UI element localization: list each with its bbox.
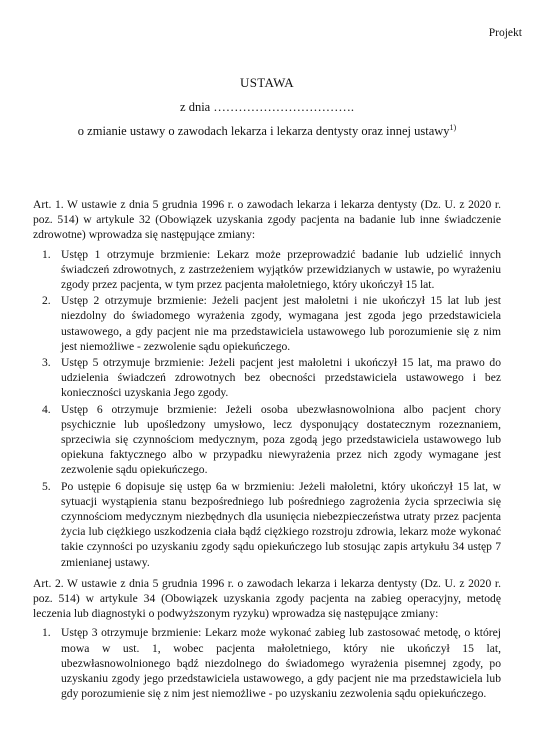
list-item-text: Ustęp 5 otrzymuje brzmienie: Jeżeli pacjent jest małoletni i ukończył 15 lat, ma prawo do udzielenia świadczeń zdrowotnych bez obecności przedstawiciela ustawowego i bez konieczności uzyskania Jego zgody.	[61, 356, 501, 400]
article-1-list	[33, 247, 501, 570]
article-2-list	[33, 625, 501, 701]
list-item	[42, 625, 501, 701]
list-item-number: 3.	[42, 356, 51, 370]
act-subtitle	[33, 124, 501, 139]
list-item	[42, 479, 501, 570]
act-title: USTAWA	[240, 75, 294, 90]
list-item-text: Ustęp 2 otrzymuje brzmienie: Jeżeli pacjent jest małoletni i nie ukończył 15 lat lub jest niezdolny do świadomego wyrażenia zgody, wymagana jest zgoda jego przedstawiciela ustawowego, a gdy pacjent nie ma przedstawiciela ustawowego lub porozumienie się z nim jest niemożliwe - zezwolenie sądu opiekuńczego.	[61, 294, 501, 353]
article-2-intro: Art. 2. W ustawie z dnia 5 grudnia 1996 r. o zawodach lekarza i lekarza dentysty (Dz. U. z 2020 r. poz. 514) w artykule 34 (Obowiązek uzyskania zgody pacjenta na zabieg operacyjny, metodę leczenia lub diagnostyki o podwyższonym ryzyku) wprowadza się następujące zmiany:	[33, 576, 501, 621]
list-item-text: Ustęp 1 otrzymuje brzmienie: Lekarz może przeprowadzić badanie lub udzielić innych świadczeń zdrowotnych, z zastrzeżeniem wyjątków przewidzianych w ustawie, po wyrażeniu zgody przez pacjenta, w tym przez pacjenta małoletniego, który ukończył 15 lat.	[61, 247, 501, 292]
list-item-text: Po ustępie 6 dopisuje się ustęp 6a w brzmieniu: Jeżeli małoletni, który ukończył 15 lat, w sytuacji wystąpienia stanu bezpośredniego lub pośredniego zagrożenia życia sprzeciwia się czynnościom medycznym niezbędnych dla usunięcia niebezpieczeństwa utraty przez pacjenta życia lub ciężkiego uszkodzenia ciała bądź ciężkiego rozstroju zdrowia, lekarz może wykonać takie czynności po uzyskaniu zgody sądu opiekuńczego lub stosując zapis artykułu 34 ustęp 7 zmienianej ustawy.	[61, 479, 501, 569]
article-1-intro: Art. 1. W ustawie z dnia 5 grudnia 1996 r. o zawodach lekarza i lekarza dentysty (Dz. U. z 2020 r. poz. 514) w artykule 32 (Obowiązek uzyskania zgody pacjenta na badanie lub inne świadczenie zdrowotne) wprowadza się następujące zmiany:	[33, 198, 501, 242]
footnote-marker: 1)	[449, 122, 457, 132]
list-item-number: 1.	[42, 247, 51, 261]
list-item-text: Ustęp 3 otrzymuje brzmienie: Lekarz może wykonać zabieg lub zastosować metodę, o której mowa w ust. 1, wobec pacjenta małoletniego, który nie ukończył 15 lat, ubezwłasnowolnionego bądź niezdolnego do świadomego wyrażenia pisemnej zgody, po uzyskaniu zgody jego przedstawiciela ustawowego, a gdy pacjent nie ma przedstawiciela lub gdy porozumienie się z nim jest niemożliwe - po uzyskaniu zezwolenia sądu opiekuńczego.	[61, 626, 501, 701]
list-item	[42, 293, 501, 354]
act-date-line: z dnia …………………………….	[180, 100, 354, 114]
list-item-number: 2.	[42, 294, 51, 308]
list-item-text: Ustęp 6 otrzymuje brzmienie: Jeżeli osoba ubezwłasnowolniona albo pacjent chory psychicznie lub upośledzony umysłowo, lecz dysponujący dostatecznym rozeznaniem, sprzeciwia się czynnościom medycznym, poza zgodą jego przedstawiciela ustawowego lub opiekuna faktycznego albo w przypadku niewyrażenia przez nich zgody wymagane jest zezwolenie sądu opiekuńczego.	[61, 402, 501, 477]
list-item-number: 5.	[42, 479, 51, 493]
list-item	[42, 355, 501, 401]
list-item	[42, 247, 501, 293]
list-item	[42, 402, 501, 478]
list-item-number: 4.	[42, 402, 51, 416]
project-label: Projekt	[488, 27, 522, 39]
list-item-number: 1.	[42, 626, 51, 640]
act-subtitle-text: o zmianie ustawy o zawodach lekarza i lekarza dentysty oraz innej ustawy	[77, 124, 450, 138]
